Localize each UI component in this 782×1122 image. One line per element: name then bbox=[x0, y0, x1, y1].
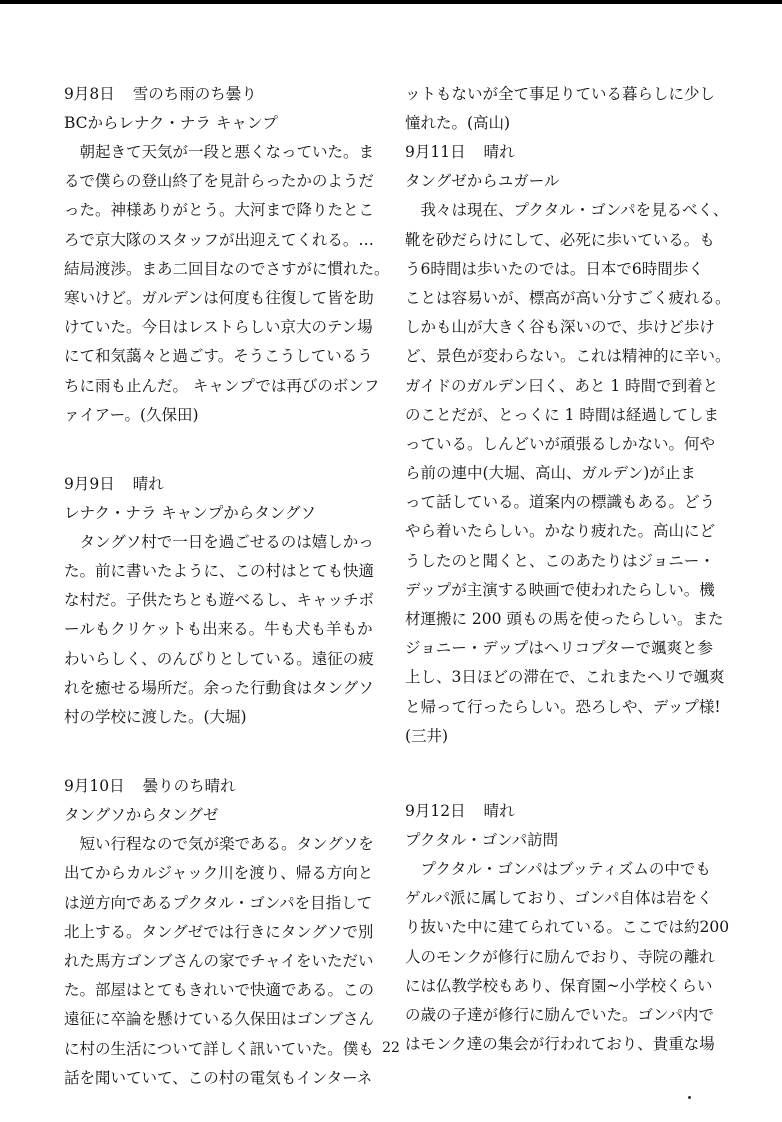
body-line: た。前に書いたように、この村はとても快適 bbox=[64, 562, 375, 581]
body-line: 靴を砂だらけにして、必死に歩いている。も bbox=[405, 230, 715, 249]
body-line: ろで京大隊のスタッフが出迎えてくれる。… bbox=[64, 230, 374, 249]
body-line: れを癒せる場所だ。余った行動食はタングソ bbox=[64, 678, 374, 697]
body-line: るで僕らの登山終了を見計らったかのようだ bbox=[64, 172, 374, 191]
entry-heading bbox=[405, 797, 740, 826]
body-line: と帰って行ったらしい。恐ろしや、デップ様! bbox=[405, 697, 721, 716]
body-line: 結局渡渉。まあ二回目なのでさすがに慣れた。 bbox=[64, 259, 390, 278]
body-line: ことは容易いが、標高が高い分すごく疲れる。 bbox=[405, 288, 731, 307]
left-column bbox=[64, 80, 399, 1093]
body-line: ジョニー・デップはヘリコプターで颯爽と参 bbox=[405, 639, 713, 658]
body-line: 北上する。タングゼでは行きにタングソで別 bbox=[64, 922, 374, 941]
body-line: ゲルパ派に属しており、ゴンパ自体は岩をく bbox=[405, 889, 713, 908]
body-line: にて和気藹々と過ごす。そうこうしているう bbox=[64, 347, 373, 366]
body-line: わいらしく、のんびりとしている。遠征の疲 bbox=[64, 649, 374, 668]
entry-body bbox=[64, 138, 399, 430]
diary-entry-sep-9 bbox=[64, 470, 399, 732]
body-line: やら着いたらしい。かなり疲れた。高山にど bbox=[405, 522, 716, 541]
entry-route: プクタル・ゴンパ訪問 bbox=[405, 830, 559, 849]
scan-speck bbox=[688, 1096, 691, 1099]
diary-entry-sep-12 bbox=[405, 797, 740, 1059]
body-line: ールもクリケットも出来る。牛も犬も羊もか bbox=[64, 620, 373, 639]
body-line: 朝起きて天気が一段と悪くなっていた。ま bbox=[64, 143, 375, 161]
entry-date: 9月12日 bbox=[405, 801, 466, 820]
entry-weather: 曇りのち晴れ bbox=[142, 777, 236, 796]
body-line: 村の学校に渡した。(大堀) bbox=[64, 708, 247, 726]
page-number: 22 bbox=[382, 1040, 400, 1056]
body-line: 我々は現在、プクタル・ゴンパを見るべく、 bbox=[405, 201, 729, 220]
body-line: デップが主演する映画で使われたらしい。機 bbox=[405, 580, 715, 599]
body-line: 遠征に卒論を懸けている久保田はゴンブさん bbox=[64, 1010, 375, 1029]
body-line: 短い行程なので気が楽である。タングソを bbox=[64, 835, 374, 854]
body-line: プクタル・ゴンパはブッティズムの中でも bbox=[405, 859, 711, 878]
body-line: のことだが、とっくに 1 時間は経過してしま bbox=[405, 405, 719, 424]
entry-route: BCからレナク・ナラ キャンプ bbox=[64, 114, 278, 132]
body-line: れた馬方ゴンブさんの家でチャイをいただい bbox=[64, 951, 374, 970]
entry-weather: 晴れ bbox=[132, 474, 164, 493]
entry-date: 9月10日 bbox=[64, 777, 125, 796]
body-line: 出てからカルジャック川を渡り、帰る方向と bbox=[64, 864, 374, 883]
body-line: な村だ。子供たちとも遊べるし、キャッチボ bbox=[64, 591, 375, 610]
body-line: の歳の子達が修行に励んでいた。ゴンパ内で bbox=[405, 1005, 714, 1024]
entry-heading bbox=[64, 80, 399, 109]
body-line: うしたのと聞くと、このあたりはジョニー・ bbox=[405, 551, 715, 570]
body-line: しかも山が大きく谷も深いので、歩けど歩け bbox=[405, 318, 715, 337]
body-line: ガイドのガルデン曰く、あと 1 時間で到着と bbox=[405, 376, 719, 395]
body-line: り抜いた中に建てられている。ここでは約200 bbox=[405, 918, 730, 937]
body-line: に村の生活について詳しく訊いていた。僕も bbox=[64, 1039, 374, 1058]
entry-weather: 雪のち雨のち曇り bbox=[132, 85, 257, 103]
body-line: は逆方向であるプクタル・ゴンパを目指して bbox=[64, 893, 373, 912]
entry-heading bbox=[405, 138, 740, 167]
body-line: って話している。道案内の標識もある。どう bbox=[405, 493, 716, 512]
entry-heading bbox=[64, 470, 399, 499]
body-line: た。部屋はとてもきれいで快適である。この bbox=[64, 981, 375, 1000]
body-line: タングソ村で一日を過ごせるのは嬉しかっ bbox=[64, 532, 374, 551]
entry-body bbox=[64, 528, 399, 732]
entry-body bbox=[405, 855, 740, 1059]
diary-entry-sep-8 bbox=[64, 80, 399, 430]
body-line: ど、景色が変わらない。これは精神的に辛い。 bbox=[405, 347, 731, 366]
entry-date: 9月11日 bbox=[405, 143, 466, 162]
body-line: 人のモンクが修行に励んでおり、寺院の離れ bbox=[405, 947, 715, 966]
continued-text bbox=[405, 80, 740, 138]
page-top-border bbox=[0, 0, 782, 4]
body-line: 憧れた。(高山) bbox=[405, 114, 511, 133]
body-line: 話を聞いていて、この村の電気もインターネ bbox=[64, 1068, 373, 1087]
entry-route: タングソからタングゼ bbox=[64, 806, 219, 825]
body-line: けていた。今日はレストらしい京大のテン場 bbox=[64, 318, 373, 337]
entry-route: レナク・ナラ キャンプからタングソ bbox=[64, 503, 316, 522]
body-line: ットもないが全て事足りている暮らしに少し bbox=[405, 85, 716, 103]
entry-heading bbox=[64, 772, 399, 801]
body-line: 上し、3日ほどの滞在で、これまたヘリで颯爽 bbox=[405, 668, 725, 687]
right-column bbox=[405, 80, 740, 1059]
entry-date: 9月9日 bbox=[64, 474, 115, 493]
body-line: ら前の連中(大堀、高山、ガルデン)が止ま bbox=[405, 464, 696, 483]
body-line: 寒いけど。ガルデンは何度も往復して皆を助 bbox=[64, 288, 374, 307]
body-line: 材運搬に 200 頭もの馬を使ったらしい。また bbox=[405, 610, 724, 628]
body-line: っている。しんどいが頑張るしかない。何や bbox=[405, 434, 716, 453]
body-line: った。神様ありがとう。大河まで降りたとこ bbox=[64, 201, 375, 220]
entry-weather: 晴れ bbox=[483, 143, 515, 162]
body-line: う6時間は歩いたのでは。日本で6時間歩く bbox=[405, 259, 704, 278]
body-line: はモンク達の集会が行われており、貴重な場 bbox=[405, 1035, 715, 1054]
entry-route: タングゼからユガール bbox=[405, 172, 560, 191]
diary-entry-sep-11 bbox=[405, 138, 740, 751]
body-line: には仏教学校もあり、保育園~小学校くらい bbox=[405, 976, 713, 995]
body-line: (三井) bbox=[405, 726, 449, 745]
entry-date: 9月8日 bbox=[64, 85, 115, 103]
entry-body bbox=[405, 196, 740, 751]
body-line: ァイアー。(久保田) bbox=[64, 405, 199, 424]
body-line: ちに雨も止んだ。 キャンプでは再びのボンフ bbox=[64, 376, 380, 395]
entry-weather: 晴れ bbox=[483, 801, 515, 820]
